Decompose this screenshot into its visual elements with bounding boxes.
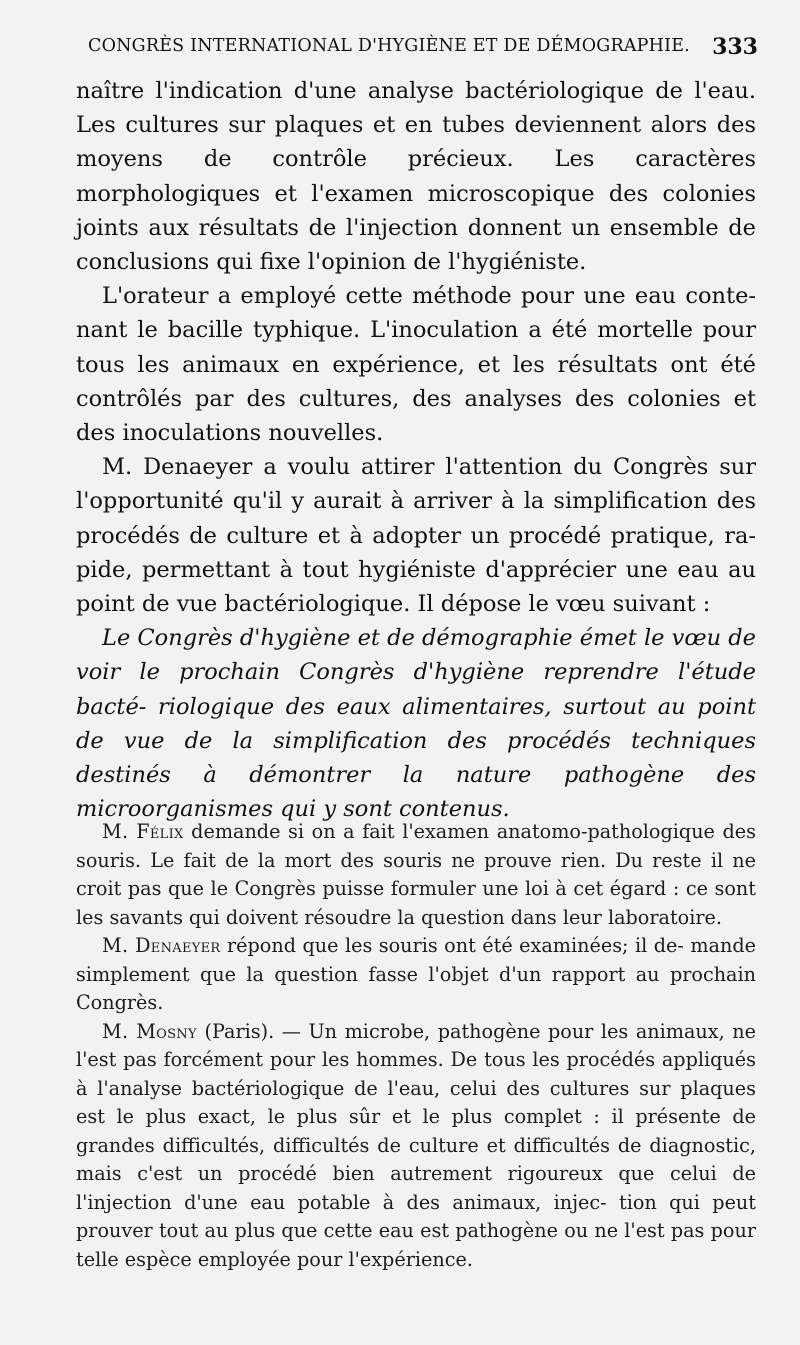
- paragraph-felix: [76, 818, 756, 932]
- discussion-text: [76, 818, 756, 1274]
- paragraph-continuation: naître l'indication d'une analyse bactériologique de l'eau. Les cultures sur plaques et en tubes deviennent alors des moyens de contrôle précieux. Les caractères morphologiques et l'examen microscopique des colonies joints aux résultats de l'injection donnent un ensemble de conclusions qui fixe l'opinion de l'hygiéniste.: [76, 78, 756, 276]
- paragraph-denaeyer-response: [76, 932, 756, 1018]
- speaker-felix: M. Félix: [102, 820, 184, 843]
- text-felix: demande si on a fait l'examen anatomo-pathologique des souris. Le fait de la mort des souris ne prouve rien. Du reste il ne croit pas que le Congrès puisse formuler une loi à cet égard : ce sont les savants qui doivent résoudre la question dans leur laboratoire.: [76, 820, 756, 929]
- paragraph-voeu: Le Congrès d'hygiène et de démographie émet le vœu de voir le prochain Congrès d'hygiène reprendre l'étude bacté- riologique des eaux alimentaires, surtout au point de vue de la simplification des procédés techniques destinés à démontrer la nature pathogène des microorganismes qui y sont contenus.: [76, 625, 756, 823]
- paragraph-denaeyer: M. Denaeyer a voulu attirer l'attention du Congrès sur l'opportunité qu'il y aurait à arriver à la simplification des procédés de culture et à adopter un procédé pratique, ra- pide, permettant à tout hygiéniste d'apprécier une eau au point de vue bactériologique. Il dépose le vœu suivant :: [76, 454, 756, 618]
- speaker-denaeyer: M. Denaeyer: [102, 934, 221, 957]
- running-header: [88, 34, 758, 64]
- speaker-mosny: M. Mosny: [102, 1019, 197, 1043]
- text-mosny: (Paris). — Un microbe, pathogène pour les animaux, ne l'est pas forcément pour les hommes. De tous les procédés appliqués à l'analyse bactériologique de l'eau, celui des cultures sur plaques est le plus exact, le plus sûr et le plus complet : il présente de grandes difficultés, difficultés de culture et difficultés de diagnostic, mais c'est un procédé bien autrement rigoureux que celui de l'injection d'une eau potable à des animaux, injec- tion qui peut prouver tout au plus que cette eau est pathogène ou ne l'est pas pour telle espèce employée pour l'expérience.: [76, 1019, 756, 1271]
- paragraph-mosny: [76, 1018, 756, 1275]
- running-title: CONGRÈS INTERNATIONAL D'HYGIÈNE ET DE DÉMOGRAPHIE.: [88, 36, 690, 56]
- main-text: [76, 74, 756, 826]
- paragraph-orateur: L'orateur a employé cette méthode pour une eau conte- nant le bacille typhique. L'inoculation a été mortelle pour tous les animaux en expérience, et les résultats ont été contrôlés par des cultures, des analyses des colonies et des inoculations nouvelles.: [76, 283, 756, 447]
- text-denaeyer: répond que les souris ont été examinées; il de- mande simplement que la question fasse l'objet d'un rapport au prochain Congrès.: [76, 934, 756, 1014]
- page-number: 333: [712, 34, 758, 60]
